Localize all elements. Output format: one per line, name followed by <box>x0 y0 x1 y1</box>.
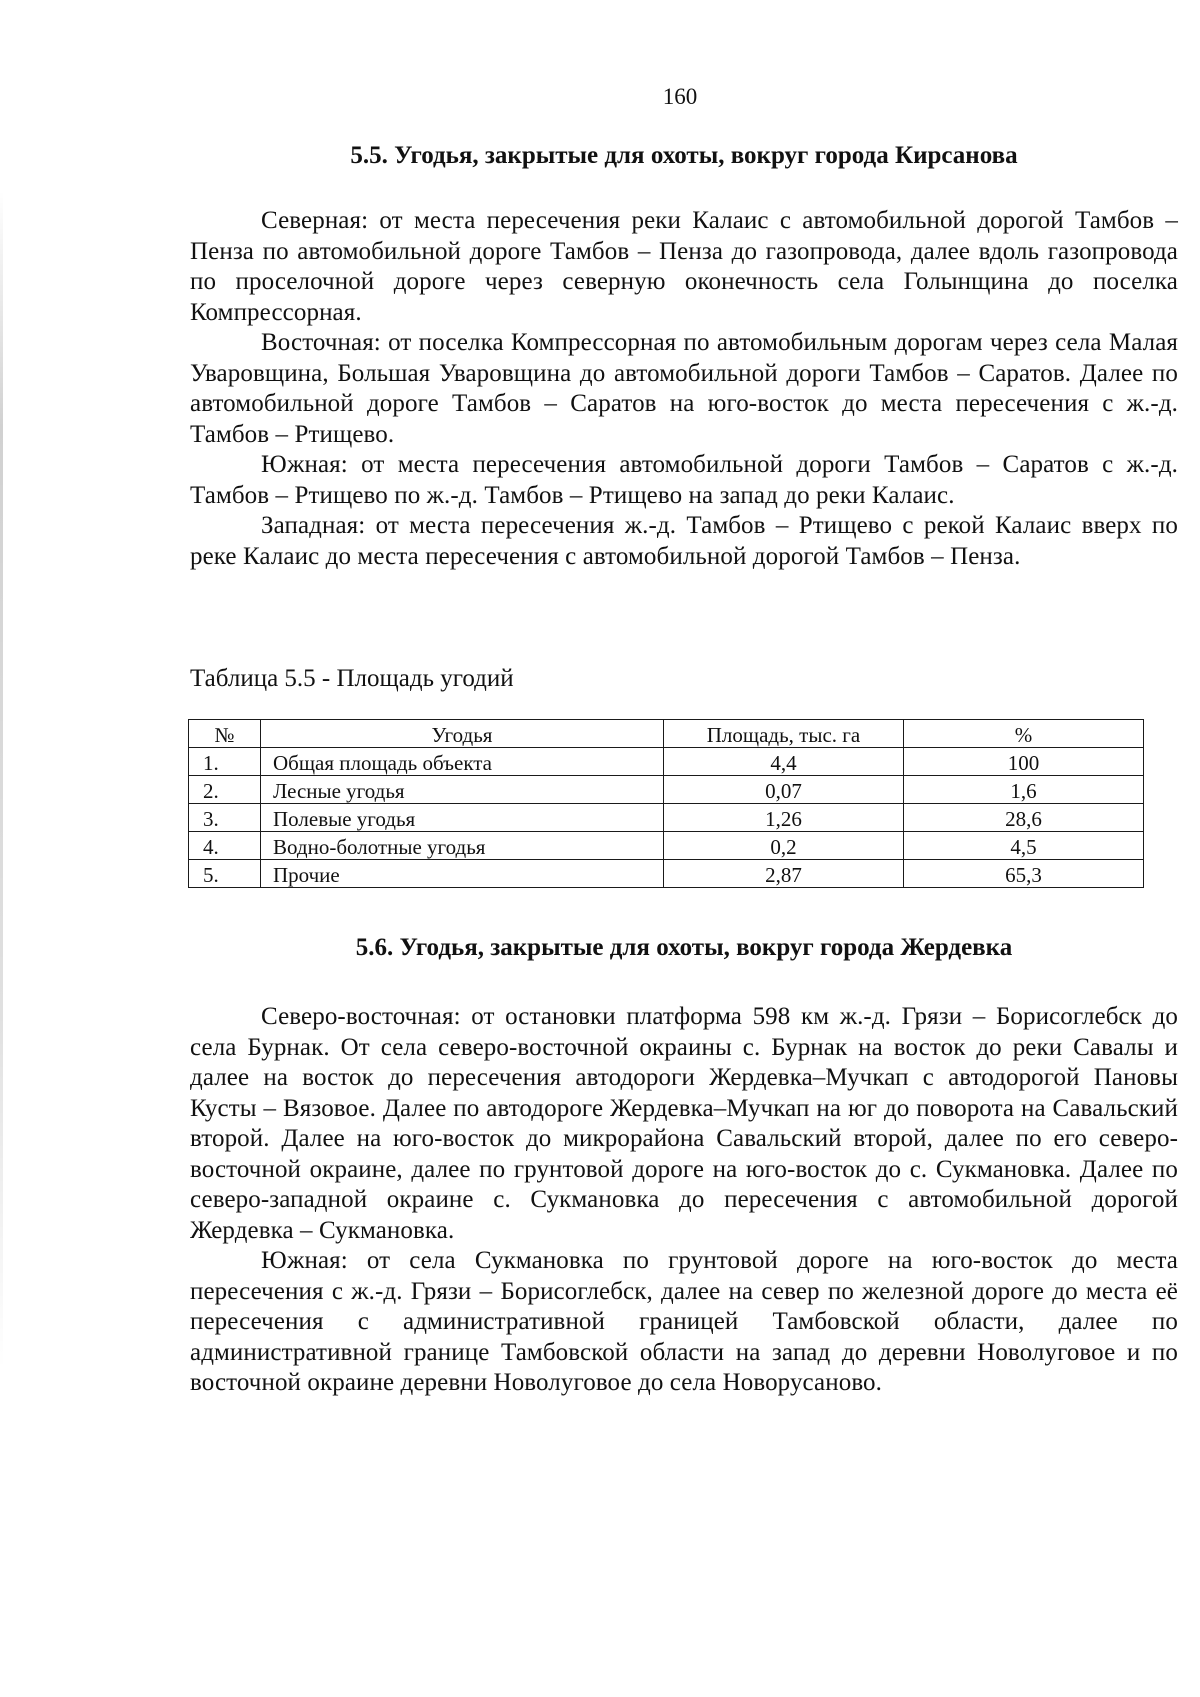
row-number: 3. <box>189 804 261 832</box>
row-land-type: Общая площадь объекта <box>261 748 664 776</box>
header-land-type: Угодья <box>261 720 664 748</box>
row-area: 0,2 <box>664 832 904 860</box>
scan-edge-shadow <box>0 190 3 1370</box>
paragraph-west: Западная: от места пересечения ж.-д. Тамбов – Ртищево с рекой Калаис вверх по реке Калаис до места пересечения с автомобильной дорогой Тамбов – Пенза. <box>190 512 1178 570</box>
row-percent: 1,6 <box>904 776 1144 804</box>
row-number: 4. <box>189 832 261 860</box>
row-area: 1,26 <box>664 804 904 832</box>
table-row <box>189 776 1144 804</box>
section-5-6-heading: 5.6. Угодья, закрытые для охоты, вокруг города Жердевка <box>355 934 1013 961</box>
row-percent: 28,6 <box>904 804 1144 832</box>
header-area: Площадь, тыс. га <box>664 720 904 748</box>
row-land-type: Полевые угодья <box>261 804 664 832</box>
section-5-6 <box>190 932 1178 1399</box>
section-5-5 <box>190 140 1178 572</box>
area-table <box>188 719 1144 888</box>
header-percent: % <box>904 720 1144 748</box>
page-number: 160 <box>662 84 698 109</box>
row-number: 2. <box>189 776 261 804</box>
row-number: 5. <box>189 860 261 888</box>
row-percent: 65,3 <box>904 860 1144 888</box>
row-area: 0,07 <box>664 776 904 804</box>
paragraph-south: Южная: от места пересечения автомобильной дороги Тамбов – Саратов с ж.-д. Тамбов – Ртищево по ж.-д. Тамбов – Ртищево на запад до реки Калаис. <box>190 451 1178 509</box>
paragraph-north: Северная: от места пересечения реки Калаис с автомобильной дорогой Тамбов – Пенза по автомобильной дороге Тамбов – Пенза до газопровода, далее вдоль газопровода по проселочной дороге через северную оконечность села Голынщина до поселка Компрессорная. <box>190 207 1178 326</box>
row-number: 1. <box>189 748 261 776</box>
paragraph-east: Восточная: от поселка Компрессорная по автомобильным дорогам через села Малая Уваровщина, Большая Уваровщина до автомобильной дороги Тамбов – Саратов. Далее по автомобильной дороге Тамбов – Саратов на юго-восток до места пересечения с ж.-д. Тамбов – Ртищево. <box>190 329 1178 448</box>
paragraph-south: Южная: от села Сукмановка по грунтовой дороге на юго-восток до места пересечения с ж.-д. Грязи – Борисоглебск, далее на север по железной дороге до места её пересечения с административной границей Тамбовской области, далее по административной границе Тамбовской области на запад до деревни Новолуговое и по восточной окраине деревни Новолуговое до села Новорусаново. <box>190 1247 1178 1396</box>
table-header-row <box>189 720 1144 748</box>
row-area: 2,87 <box>664 860 904 888</box>
table-row <box>189 832 1144 860</box>
table-row <box>189 804 1144 832</box>
row-percent: 100 <box>904 748 1144 776</box>
row-land-type: Лесные угодья <box>261 776 664 804</box>
table-row <box>189 860 1144 888</box>
row-land-type: Прочие <box>261 860 664 888</box>
row-land-type: Водно-болотные угодья <box>261 832 664 860</box>
table-caption: Таблица 5.5 - Площадь угодий <box>190 665 514 692</box>
table-row <box>189 748 1144 776</box>
row-area: 4,4 <box>664 748 904 776</box>
row-percent: 4,5 <box>904 832 1144 860</box>
header-number: № <box>189 720 261 748</box>
paragraph-northeast: Северо-восточная: от остановки платформа 598 км ж.-д. Грязи – Борисоглебск до села Бурнак. От села северо-восточной окраины с. Бурнак на восток до реки Савалы и далее на восток до пересечения автодороги Жердевка–Мучкап с автодорогой Пановы Кусты – Вязовое. Далее по автодороге Жердевка–Мучкап на юг до поворота на Савальский второй. Далее на юго-восток до микрорайона Савальский второй, далее по его северо-восточной окраине, далее по грунтовой дороге на юго-восток до с. Сукмановка. Далее по северо-западной окраине с. Сукмановка до пересечения с автомобильной дорогой Жердевка – Сукмановка. <box>190 1003 1178 1244</box>
section-5-5-heading: 5.5. Угодья, закрытые для охоты, вокруг города Кирсанова <box>350 142 1018 169</box>
